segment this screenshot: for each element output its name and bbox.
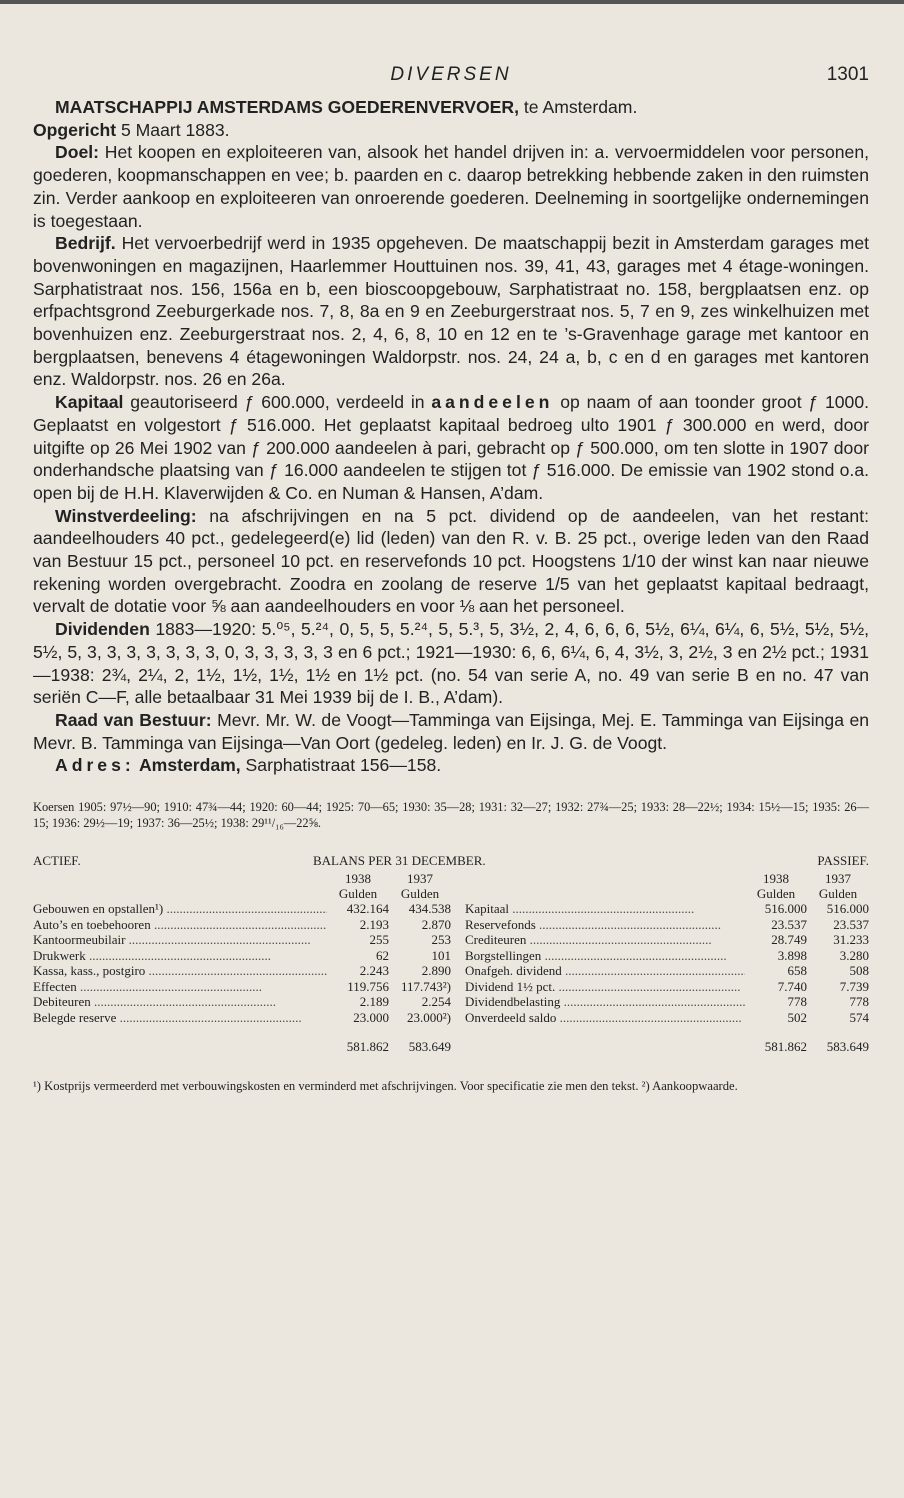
adres-text: Sarphatistraat 156—158. — [240, 755, 442, 776]
actief-row-value-1938: 62 — [376, 947, 389, 963]
passief-row-value-1938: 658 — [787, 963, 807, 979]
kapitaal-paragraph — [33, 391, 869, 505]
actief-unit-row — [33, 886, 451, 901]
actief-row-label: Drukwerk ..... — [33, 948, 327, 964]
passief-row-value-1938: 516.000 — [764, 901, 807, 917]
passief-total-row — [465, 1039, 869, 1055]
kapitaal-label: Kapitaal — [55, 392, 124, 413]
passief-row — [465, 932, 869, 948]
passief-row-value-1937: 516.000 — [826, 901, 869, 917]
passief-row-label: Crediteuren ..... — [465, 932, 745, 948]
passief-row-value-1938: 28.749 — [771, 932, 807, 948]
actief-row-label: Belegde reserve ..... — [33, 1010, 327, 1026]
actief-row-value-1938: 2.193 — [359, 916, 389, 932]
raad-paragraph — [33, 709, 869, 754]
passief-unit-1938: Gulden — [756, 886, 796, 902]
actief-row-label: Effecten ..... — [33, 979, 327, 995]
passief-rows — [465, 901, 869, 1025]
actief-row-value-1938: 119.756 — [347, 978, 389, 994]
passief-year-row — [465, 871, 869, 886]
page-number: 1301 — [826, 64, 869, 85]
actief-row — [33, 917, 451, 933]
actief-row-value-1937: 2.890 — [421, 963, 451, 979]
actief-row-label: Auto’s en toebehooren ..... — [33, 917, 327, 933]
passief-row-label: Kapitaal ..... — [465, 901, 745, 917]
actief-row-label: Kassa, kass., postgiro ..... — [33, 963, 327, 979]
actief-title: ACTIEF. — [33, 853, 81, 869]
balance-title: BALANS PER 31 DECEMBER. — [313, 853, 486, 869]
company-heading — [33, 96, 869, 141]
passief-year-1937: 1937 — [825, 871, 851, 887]
company-place: te Amsterdam. — [523, 97, 638, 117]
bedrijf-label: Bedrijf. — [55, 233, 116, 254]
actief-row-value-1937: 2.254 — [421, 994, 451, 1010]
actief-row — [33, 979, 451, 995]
top-border — [0, 0, 904, 4]
winst-paragraph — [33, 505, 869, 619]
passief-row-value-1937: 23.537 — [833, 916, 869, 932]
passief-row-label: Onverdeeld saldo ..... — [465, 1010, 745, 1026]
passief-unit-row — [465, 886, 869, 901]
raad-text: Mevr. Mr. W. de Voogt—Tamminga van Eijsinga, Mej. E. Tamminga van Eijsinga en Mevr. B. Tamminga van Eijsinga—Van Oort (gedeleg. leden) en Ir. J. G. de Voogt. — [33, 709, 870, 753]
passief-row-value-1938: 502 — [787, 1009, 807, 1025]
opgericht-text: 5 Maart 1883. — [116, 119, 230, 140]
actief-row-value-1938: 2.243 — [359, 963, 389, 979]
actief-total-1937: 583.649 — [408, 1039, 451, 1055]
passief-total-1937: 583.649 — [826, 1039, 869, 1055]
actief-total-row — [33, 1039, 451, 1055]
passief-unit-1937: Gulden — [818, 886, 858, 902]
dividend-paragraph — [33, 618, 869, 709]
actief-row — [33, 901, 451, 917]
page — [33, 60, 869, 1094]
actief-row-label: Kantoormeubilair ..... — [33, 932, 327, 948]
kapitaal-text-b: op naam of aan toonder groot ƒ 1000. Geplaatst en volgestort ƒ 516.000. Het geplaatst kapitaal bedroeg ulto 1901 ƒ 300.000 en werd, door uitgifte op 26 Mei 1902 van ƒ 200.000 aandeelen à pari, gebracht op ƒ 500.000, om ten slotte in 1907 door onderhandsche plaatsing van ƒ 16.000 aandeelen te stijgen tot ƒ 516.000. De emissie van 1902 stond o.a. open bij de H.H. Klaverwijden & Co. en Numan & Hansen, A’dam. — [33, 392, 870, 503]
kapitaal-text-a: geautoriseerd ƒ 600.000, verdeeld in — [123, 392, 432, 413]
actief-row-value-1937: 434.538 — [408, 901, 451, 917]
balance-header — [33, 853, 869, 871]
dividend-text: 1883—1920: 5.⁰⁵, 5.²⁴, 0, 5, 5, 5.²⁴, 5, 5.³, 5, 3½, 2, 4, 6, 6, 6, 5½, 6¼, 6¼, 6, 5½, 5½, 5½, 5½, 5, 3, 3, 3, 3, 3, 3, 3, 0, 3, 3, 3, 3, 3 en 6 pct.; 1921—1930: 6, 6, 6¼, 6, 4, 3½, 3, 2½, 3 en 2½ pct.; 1931—1938: 2¾, 2¼, 2, 1½, 1½, 1½, 1½ en 1½ pct. (no. 54 van serie A, no. 49 van serie B en no. 47 van seriën C—F, alle betaalbaar 31 Mei 1939 bij de I. B., A’dam). — [33, 619, 869, 708]
passief-row-value-1937: 778 — [849, 994, 869, 1010]
passief-row-value-1937: 574 — [849, 1009, 869, 1025]
actief-row-value-1938: 255 — [369, 932, 389, 948]
actief-year-row — [33, 871, 451, 886]
bedrijf-paragraph — [33, 232, 869, 391]
actief-row-value-1938: 432.164 — [346, 901, 389, 917]
company-name: MAATSCHAPPIJ AMSTERDAMS GOEDERENVERVOER, — [55, 97, 520, 117]
doel-paragraph — [33, 141, 869, 232]
footnotes: ¹) Kostprijs vermeerderd met verbouwingskosten en verminderd met afschrijvingen. Voor specificatie zie men den tekst. ²) Aankoopwaarde. — [33, 1079, 738, 1094]
actief-row-label: Gebouwen en opstallen¹) ..... — [33, 901, 327, 917]
passief-column — [465, 871, 869, 1055]
page-header — [33, 60, 869, 90]
actief-year-1937: 1937 — [407, 871, 433, 887]
actief-total-1938: 581.862 — [346, 1039, 389, 1055]
passief-row-label: Dividend 1½ pct. ..... — [465, 979, 745, 995]
passief-row — [465, 917, 869, 933]
kapitaal-spaced: aandeelen — [431, 392, 554, 413]
adres-label: Adres: — [55, 755, 135, 776]
passief-row — [465, 1010, 869, 1026]
doel-label: Doel: — [55, 142, 99, 163]
passief-row-value-1938: 3.898 — [777, 947, 807, 963]
opgericht-label: Opgericht — [33, 119, 117, 140]
passief-row-value-1938: 7.740 — [777, 978, 807, 994]
passief-row — [465, 963, 869, 979]
passief-row-value-1937: 31.233 — [833, 932, 869, 948]
raad-label: Raad van Bestuur: — [55, 709, 212, 730]
actief-row-value-1937: 23.000²) — [407, 1009, 451, 1025]
passief-row — [465, 979, 869, 995]
passief-row — [465, 994, 869, 1010]
balance-columns — [33, 871, 869, 1055]
winst-text: na afschrijvingen en na 5 pct. dividend op de aandeelen, van het restant: aandeelhouders 40 pct., gedelegeerd(e) lid (leden) van den R. v. B. 25 pct., overige leden van den Raad van Bestuur 15 pct., personeel 10 pct. en reservefonds 10 pct. Hoogstens 1/10 der winst kan naar nieuwe rekening worden overgebracht. Zoodra en zoolang de reserve 1/5 van het geplaatst kapitaal bedraagt, vervalt de dotatie voor ⅝ aan aandeelhouders en voor ⅛ aan het personeel. — [33, 505, 869, 617]
actief-row-value-1938: 2.189 — [359, 994, 389, 1010]
passief-row — [465, 901, 869, 917]
actief-row — [33, 948, 451, 964]
actief-unit-1937: Gulden — [400, 886, 440, 902]
actief-row-value-1937: 2.870 — [421, 916, 451, 932]
passief-row-label: Onafgeh. dividend ..... — [465, 963, 745, 979]
balance-sheet — [33, 853, 869, 1055]
bedrijf-text: Het vervoerbedrijf werd in 1935 opgeheven. De maatschappij bezit in Amsterdam garages met bovenwoningen en magazijnen, Haarlemmer Houttuinen nos. 39, 41, 43, garages met 4 étage-woningen. Sarphatistraat nos. 156, 156a en b, een bioscoopgebouw, Sarphatistraat no. 158, bergplaatsen enz. op erfpachtsgrond Zeeburgerkade nos. 7, 8, 8a en 9 en Zeeburgerstraat nos. 5, 7 en 9, zes winkelhuizen met bovenhuizen enz. Zeeburgerstraat nos. 2, 4, 6, 8, 10 en 12 en te ’s-Gravenhage garage met kantoor en bergplaatsen, benevens 4 étagewoningen Waldorpstr. nos. 24, 24 a, b, c en d en garages met kantoren enz. Waldorpstr. nos. 26 en 26a. — [33, 233, 869, 390]
running-title: DIVERSEN — [390, 64, 512, 85]
winst-label: Winstverdeeling: — [55, 505, 197, 526]
passief-row-label: Reservefonds ..... — [465, 917, 745, 933]
actief-row-value-1937: 101 — [431, 947, 451, 963]
passief-row — [465, 948, 869, 964]
actief-row-value-1937: 117.743²) — [401, 978, 451, 994]
passief-row-label: Dividendbelasting ..... — [465, 994, 745, 1010]
actief-year-1938: 1938 — [345, 871, 371, 887]
actief-rows — [33, 901, 451, 1025]
passief-row-value-1937: 3.280 — [839, 947, 869, 963]
adres-paragraph — [33, 754, 869, 777]
dividend-label: Dividenden — [55, 619, 150, 640]
actief-row-label: Debiteuren ..... — [33, 994, 327, 1010]
doel-text: Het koopen en exploiteeren van, alsook het handel drijven in: a. vervoermiddelen voor personen, goederen, koopmanschappen en vee; b. paarden en c. daarop betrekking hebbende zaken in den ruimsten zin. Verder aankoop en exploiteeren van onroerende goederen. Deelneming in soortgelijke ondernemingen is toegestaan. — [33, 142, 869, 231]
passief-row-value-1937: 508 — [849, 963, 869, 979]
share-prices: Koersen 1905: 97½—90; 1910: 47¾—44; 1920: 60—44; 1925: 70—65; 1930: 35—28; 1931: 32—27; 1932: 27¾—25; 1933: 28—22½; 1934: 15½—15; 1935: 26—15; 1936: 29½—19; 1937: 36—25½; 1938: 29¹¹/₁₆—22⅝. — [33, 800, 869, 831]
passief-total-1938: 581.862 — [764, 1039, 807, 1055]
passief-row-value-1937: 7.739 — [839, 978, 869, 994]
actief-row — [33, 932, 451, 948]
passief-title: PASSIEF. — [817, 853, 869, 869]
actief-column — [33, 871, 451, 1055]
actief-row — [33, 994, 451, 1010]
passief-row-label: Borgstellingen ..... — [465, 948, 745, 964]
actief-row — [33, 963, 451, 979]
passief-row-value-1938: 23.537 — [771, 916, 807, 932]
passief-row-value-1938: 778 — [787, 994, 807, 1010]
adres-city: Amsterdam, — [134, 755, 241, 776]
passief-year-1938: 1938 — [763, 871, 789, 887]
company-entry — [33, 96, 869, 777]
actief-row-value-1938: 23.000 — [353, 1009, 389, 1025]
actief-row-value-1937: 253 — [431, 932, 451, 948]
actief-unit-1938: Gulden — [338, 886, 378, 902]
actief-row — [33, 1010, 451, 1026]
